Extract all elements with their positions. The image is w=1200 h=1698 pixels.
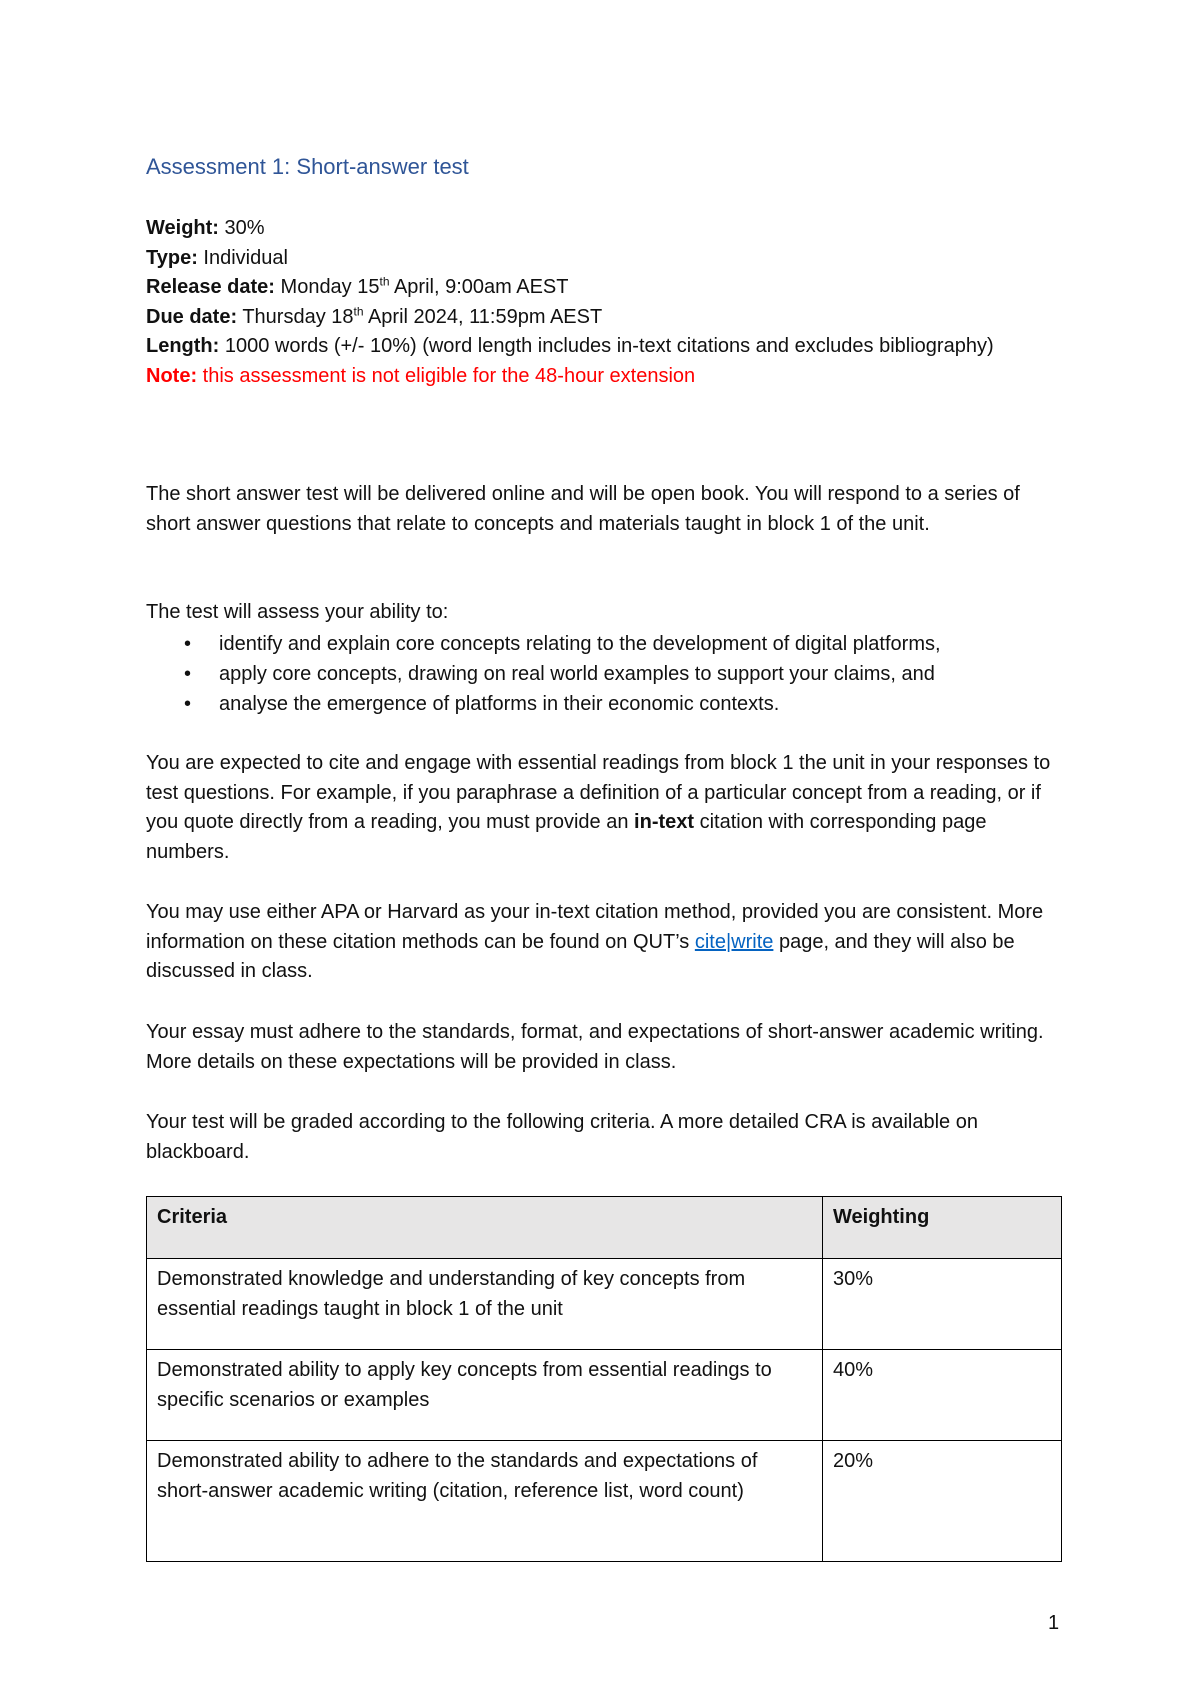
- type-line: [146, 244, 1066, 274]
- length-line: [146, 332, 1066, 362]
- in-text-emphasis: in-text: [634, 811, 695, 833]
- bullet-icon: •: [184, 633, 192, 655]
- criteria-cell: Demonstrated ability to adhere to the standards and expectations of short-answer academic writing (citation, reference list, word count): [147, 1441, 823, 1562]
- table-row: [147, 1441, 1062, 1562]
- table-header-row: [147, 1197, 1062, 1259]
- release-date-suffix: th: [379, 274, 390, 289]
- standards-paragraph: Your essay must adhere to the standards, format, and expectations of short-answer academic writing. More details on these expectations will be provided in class.: [146, 1021, 1044, 1073]
- weighting-header: Weighting: [823, 1197, 1062, 1259]
- citation-text-end: page, and they will also be discussed in class.: [146, 930, 1015, 982]
- type-label: Type:: [146, 246, 198, 269]
- due-date-line: [146, 303, 1066, 333]
- due-date-label: Due date:: [146, 305, 238, 328]
- table-row: [147, 1350, 1062, 1441]
- weighting-cell: 40%: [823, 1350, 1062, 1441]
- ability-item-text: identify and explain core concepts relating to the development of digital platforms,: [219, 633, 941, 655]
- table-row: [147, 1259, 1062, 1350]
- criteria-cell: Demonstrated ability to apply key concepts from essential readings to specific scenarios or examples: [147, 1350, 823, 1441]
- ability-item-text: analyse the emergence of platforms in their economic contexts.: [219, 693, 780, 715]
- ability-item-text: apply core concepts, drawing on real world examples to support your claims, and: [219, 663, 935, 685]
- bullet-icon: •: [184, 663, 192, 685]
- citation-text: You may use either APA or Harvard as your in-text citation method, provided you are consistent. More information on these citation methods can be found on QUT’s: [146, 901, 1044, 953]
- grading-paragraph: Your test will be graded according to the following criteria. A more detailed CRA is available on blackboard.: [146, 1111, 978, 1163]
- assessment-heading: Assessment 1: Short-answer test: [146, 154, 469, 179]
- assessment-details: [146, 214, 1066, 391]
- ability-list: [146, 629, 1066, 719]
- list-item: [146, 659, 1066, 689]
- list-item: [146, 689, 1066, 719]
- citation-paragraph: [146, 898, 1066, 987]
- criteria-cell: Demonstrated knowledge and understanding of key concepts from essential readings taught in block 1 of the unit: [147, 1259, 823, 1350]
- page-number: 1: [1048, 1612, 1060, 1634]
- release-date-rest: April, 9:00am AEST: [389, 276, 569, 298]
- ability-intro: The test will assess your ability to:: [146, 601, 449, 623]
- weight-value: 30%: [224, 217, 265, 239]
- bullet-icon: •: [184, 693, 192, 715]
- weighting-cell: 20%: [823, 1441, 1062, 1562]
- length-value: 1000 words (+/- 10%) (word length includes in-text citations and excludes bibliography): [224, 335, 994, 357]
- criteria-table: [146, 1196, 1062, 1562]
- weighting-cell: 30%: [823, 1259, 1062, 1350]
- readings-text: You are expected to cite and engage with essential readings from block 1 the unit in your responses to test questions. For example, if you paraphrase a definition of a particular concept from a reading, or if you quote directly from a reading, you must provide an: [146, 752, 1051, 833]
- note-line: [146, 362, 1066, 392]
- note-value: this assessment is not eligible for the 48-hour extension: [202, 364, 696, 387]
- readings-paragraph: [146, 749, 1066, 867]
- release-date-line: [146, 273, 1066, 303]
- due-date-suffix: th: [353, 303, 364, 318]
- weight-line: [146, 214, 1066, 244]
- release-date-label: Release date:: [146, 276, 275, 298]
- criteria-header: Criteria: [147, 1197, 823, 1259]
- due-date-rest: April 2024, 11:59pm AEST: [363, 305, 603, 328]
- note-label: Note:: [146, 364, 198, 387]
- readings-text-end: citation with corresponding page numbers.: [146, 811, 987, 863]
- weight-label: Weight:: [146, 217, 219, 239]
- intro-paragraph: The short answer test will be delivered online and will be open book. You will respond to a series of short answer questions that relate to concepts and materials taught in block 1 of the unit.: [146, 483, 1020, 535]
- due-date-day: Thursday 18: [242, 305, 354, 328]
- type-value: Individual: [203, 246, 288, 269]
- cite-write-link[interactable]: cite|write: [694, 930, 774, 953]
- length-label: Length:: [146, 335, 220, 357]
- release-date-day: Monday 15: [280, 276, 380, 298]
- list-item: [146, 629, 1066, 659]
